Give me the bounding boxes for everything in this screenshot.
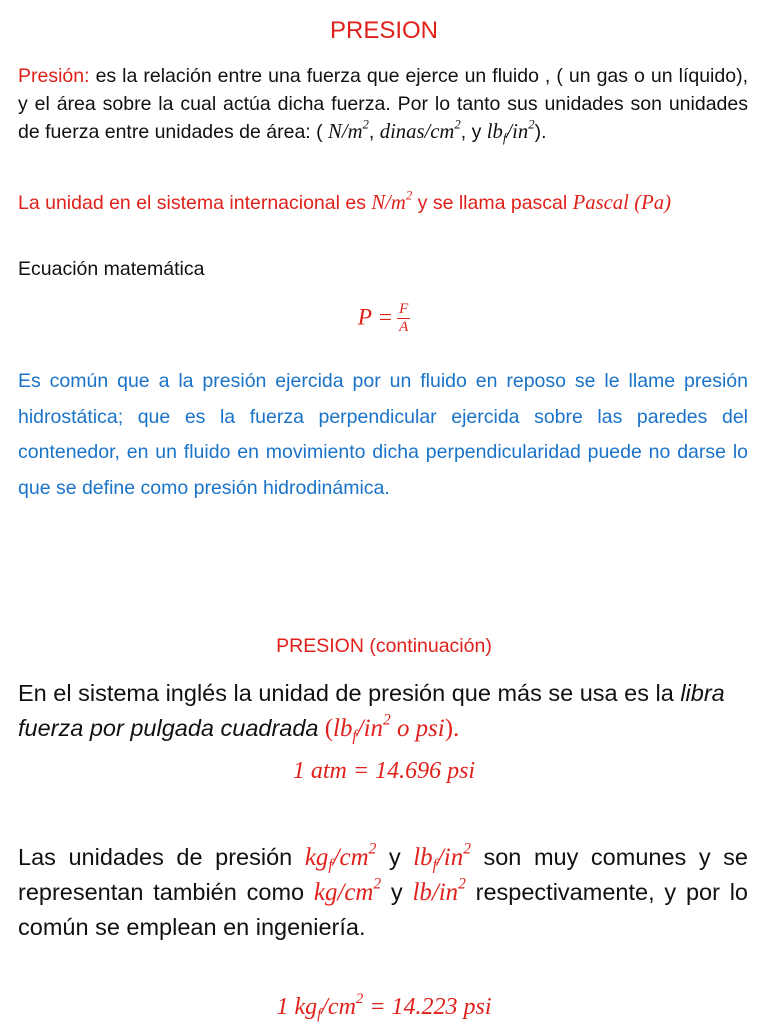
equation-fraction xyxy=(397,302,410,335)
engineering-units-paragraph xyxy=(18,840,748,945)
pascal-symbol: (Pa) xyxy=(634,192,672,214)
pascal-word: Pascal xyxy=(572,192,629,214)
slide1-title: PRESION xyxy=(329,17,439,44)
kgf-eq-lhs: 1 kg xyxy=(276,994,318,1020)
unit-kg-cm2: $kg/cm^2$ xyxy=(313,875,382,906)
units-text-1: Las unidades de presión xyxy=(18,844,305,870)
units-text-2: son muy comunes y se representan también como xyxy=(18,844,749,905)
definition-text: es la relación entre una fuerza que ejerce un fluido , ( un gas o un líquido), y el área sobre la cual actúa dicha fuerza. Por lo tanto sus unidades son unidades de fuerza entre unidades de área: ( xyxy=(18,65,748,143)
english-unit-paragraph xyxy=(18,676,748,746)
si-unit-paragraph xyxy=(18,189,748,218)
english-text-1: En el sistema inglés la unidad de presión que más se usa es la xyxy=(18,680,681,706)
unit-n-m2: $N/m^2$ xyxy=(328,117,369,143)
units-y-1: y xyxy=(376,844,414,870)
equation-numerator: F xyxy=(399,301,409,317)
si-text-1: La unidad en el sistema internacional es xyxy=(18,192,372,214)
separator: , y xyxy=(460,121,487,143)
unit-lbf-in2: $lb_f/in^2$ xyxy=(413,840,471,874)
unit-n-m2: $N/m^2$ xyxy=(371,188,413,214)
unit-dinas-cm2: dinas/$cm^2$ xyxy=(379,117,461,143)
psi-text: o psi xyxy=(390,715,445,742)
equation-denominator: A xyxy=(399,319,409,335)
kgf-equation: 1 $kg_f/cm^2 = 14.223$ psi xyxy=(276,990,492,1023)
definition-term: Presión: xyxy=(18,65,90,87)
equation-lhs: P = xyxy=(357,304,394,331)
english-close: ). xyxy=(444,715,460,742)
english-italic: libra fuerza por pulgada cuadrada xyxy=(18,680,725,741)
pressure-equation xyxy=(0,302,768,335)
atm-equation: 1 atm = 14.696 psi xyxy=(292,758,476,784)
unit-kgf-cm2: $kg_f/cm^2$ xyxy=(304,840,377,874)
kgf-eq-rhs: = 14.223 psi xyxy=(363,994,492,1020)
units-y-2: y xyxy=(381,879,413,905)
equation-label: Ecuación matemática xyxy=(18,258,205,280)
slide2-title: PRESION (continuación) xyxy=(276,635,492,657)
hydrostatic-paragraph: Es común que a la presión ejercida por un fluido en reposo se le llame presión hidrostática; que es la fuerza perpendicular ejercida sobre las paredes del contenedor, en un fluido en movimiento dicha perpendicularidad puede no darse lo que se define como presión hidrodinámica. xyxy=(18,370,748,499)
unit-lbf-in2: $lb_f/in^2$ xyxy=(486,117,535,145)
units-text-3: respectivamente, y por lo común se emplean en ingeniería. xyxy=(18,879,749,940)
si-text-2: y se llama pascal xyxy=(412,192,573,214)
unit-lbf-in2: $lb_f/in^2$ xyxy=(333,711,391,745)
english-paren: ( xyxy=(318,715,334,742)
separator: ). xyxy=(534,121,547,143)
unit-lb-in2: $lb/in^2$ xyxy=(412,875,466,906)
separator: , xyxy=(368,121,380,143)
pressure-definition xyxy=(18,62,748,146)
